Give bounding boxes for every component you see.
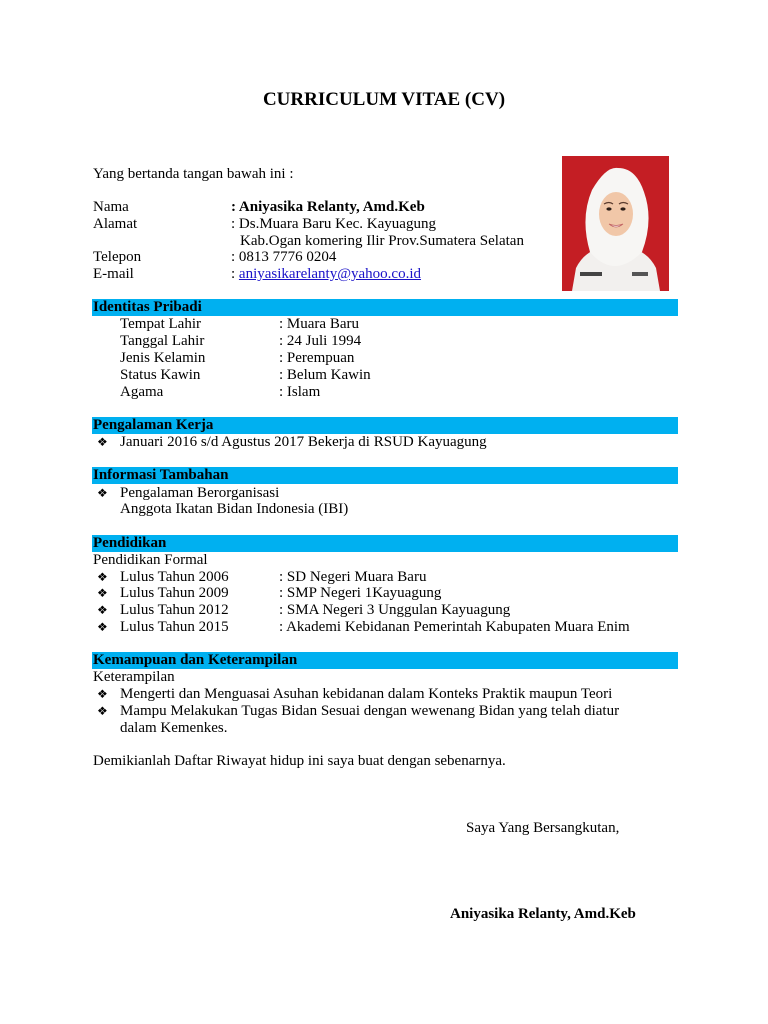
kemampuan-item: Mengerti dan Menguasai Asuhan kebidanan dalam Konteks Praktik maupun Teori bbox=[120, 686, 613, 702]
pendidikan-school: : SMP Negeri 1Kayuagung bbox=[279, 585, 442, 601]
closing-statement: Demikianlah Daftar Riwayat hidup ini saya buat dengan sebenarnya. bbox=[93, 753, 506, 769]
section-header-pengalaman: Pengalaman Kerja bbox=[92, 417, 678, 434]
value-tempat-lahir: : Muara Baru bbox=[279, 316, 359, 332]
email-prefix: : bbox=[231, 266, 239, 282]
bullet-icon: ❖ bbox=[97, 687, 108, 701]
pendidikan-year: Lulus Tahun 2009 bbox=[120, 585, 229, 601]
email-link[interactable]: aniyasikarelanty@yahoo.co.id bbox=[238, 266, 422, 282]
pendidikan-year: Lulus Tahun 2015 bbox=[120, 619, 229, 635]
bullet-icon: ❖ bbox=[97, 486, 108, 500]
label-tanggal-lahir: Tanggal Lahir bbox=[120, 333, 205, 349]
document-title: CURRICULUM VITAE (CV) bbox=[262, 89, 506, 110]
value-agama: : Islam bbox=[279, 384, 321, 400]
value-tanggal-lahir: : 24 Juli 1994 bbox=[279, 333, 362, 349]
pendidikan-year: Lulus Tahun 2006 bbox=[120, 569, 229, 585]
intro-text: Yang bertanda tangan bawah ini : bbox=[93, 166, 294, 182]
pendidikan-school: : SD Negeri Muara Baru bbox=[279, 569, 427, 585]
pendidikan-school: : Akademi Kebidanan Pemerintah Kabupaten Muara Enim bbox=[279, 619, 630, 635]
label-alamat: Alamat bbox=[93, 216, 138, 232]
value-telepon: : 0813 7776 0204 bbox=[231, 249, 337, 265]
value-alamat: : Ds.Muara Baru Kec. Kayuagung bbox=[231, 216, 436, 232]
section-header-pendidikan: Pendidikan bbox=[92, 535, 678, 552]
label-jenis-kelamin: Jenis Kelamin bbox=[120, 350, 206, 366]
kemampuan-subheading: Keterampilan bbox=[93, 669, 175, 685]
kemampuan-item-continuation: dalam Kemenkes. bbox=[120, 720, 228, 736]
label-email: E-mail bbox=[93, 266, 134, 282]
section-header-identitas: Identitas Pribadi bbox=[92, 299, 678, 316]
profile-photo bbox=[562, 156, 669, 291]
bullet-icon: ❖ bbox=[97, 586, 108, 600]
bullet-icon: ❖ bbox=[97, 620, 108, 634]
bullet-icon: ❖ bbox=[97, 435, 108, 449]
value-alamat-line2: Kab.Ogan komering Ilir Prov.Sumatera Selatan bbox=[240, 233, 524, 249]
value-status-kawin: : Belum Kawin bbox=[279, 367, 371, 383]
label-agama: Agama bbox=[120, 384, 164, 400]
value-nama: : Aniyasika Relanty, Amd.Keb bbox=[231, 199, 425, 215]
informasi-item: Pengalaman Berorganisasi bbox=[120, 485, 280, 501]
signature-greeting: Saya Yang Bersangkutan, bbox=[466, 820, 620, 836]
label-telepon: Telepon bbox=[93, 249, 142, 265]
value-jenis-kelamin: : Perempuan bbox=[279, 350, 355, 366]
value-email bbox=[231, 266, 421, 283]
informasi-item-detail: Anggota Ikatan Bidan Indonesia (IBI) bbox=[120, 501, 349, 517]
pendidikan-year: Lulus Tahun 2012 bbox=[120, 602, 229, 618]
portrait-image bbox=[562, 156, 669, 291]
label-status-kawin: Status Kawin bbox=[120, 367, 201, 383]
pendidikan-subheading: Pendidikan Formal bbox=[93, 552, 208, 568]
bullet-icon: ❖ bbox=[97, 570, 108, 584]
kemampuan-item: Mampu Melakukan Tugas Bidan Sesuai dengan wewenang Bidan yang telah diatur bbox=[120, 703, 620, 719]
bullet-icon: ❖ bbox=[97, 603, 108, 617]
section-header-kemampuan: Kemampuan dan Keterampilan bbox=[92, 652, 678, 669]
label-nama: Nama bbox=[93, 199, 129, 215]
label-tempat-lahir: Tempat Lahir bbox=[120, 316, 201, 332]
pengalaman-item: Januari 2016 s/d Agustus 2017 Bekerja di RSUD Kayuagung bbox=[120, 434, 487, 450]
signature-name: Aniyasika Relanty, Amd.Keb bbox=[450, 906, 636, 922]
section-header-informasi: Informasi Tambahan bbox=[92, 467, 678, 484]
pendidikan-school: : SMA Negeri 3 Unggulan Kayuagung bbox=[279, 602, 511, 618]
bullet-icon: ❖ bbox=[97, 704, 108, 718]
